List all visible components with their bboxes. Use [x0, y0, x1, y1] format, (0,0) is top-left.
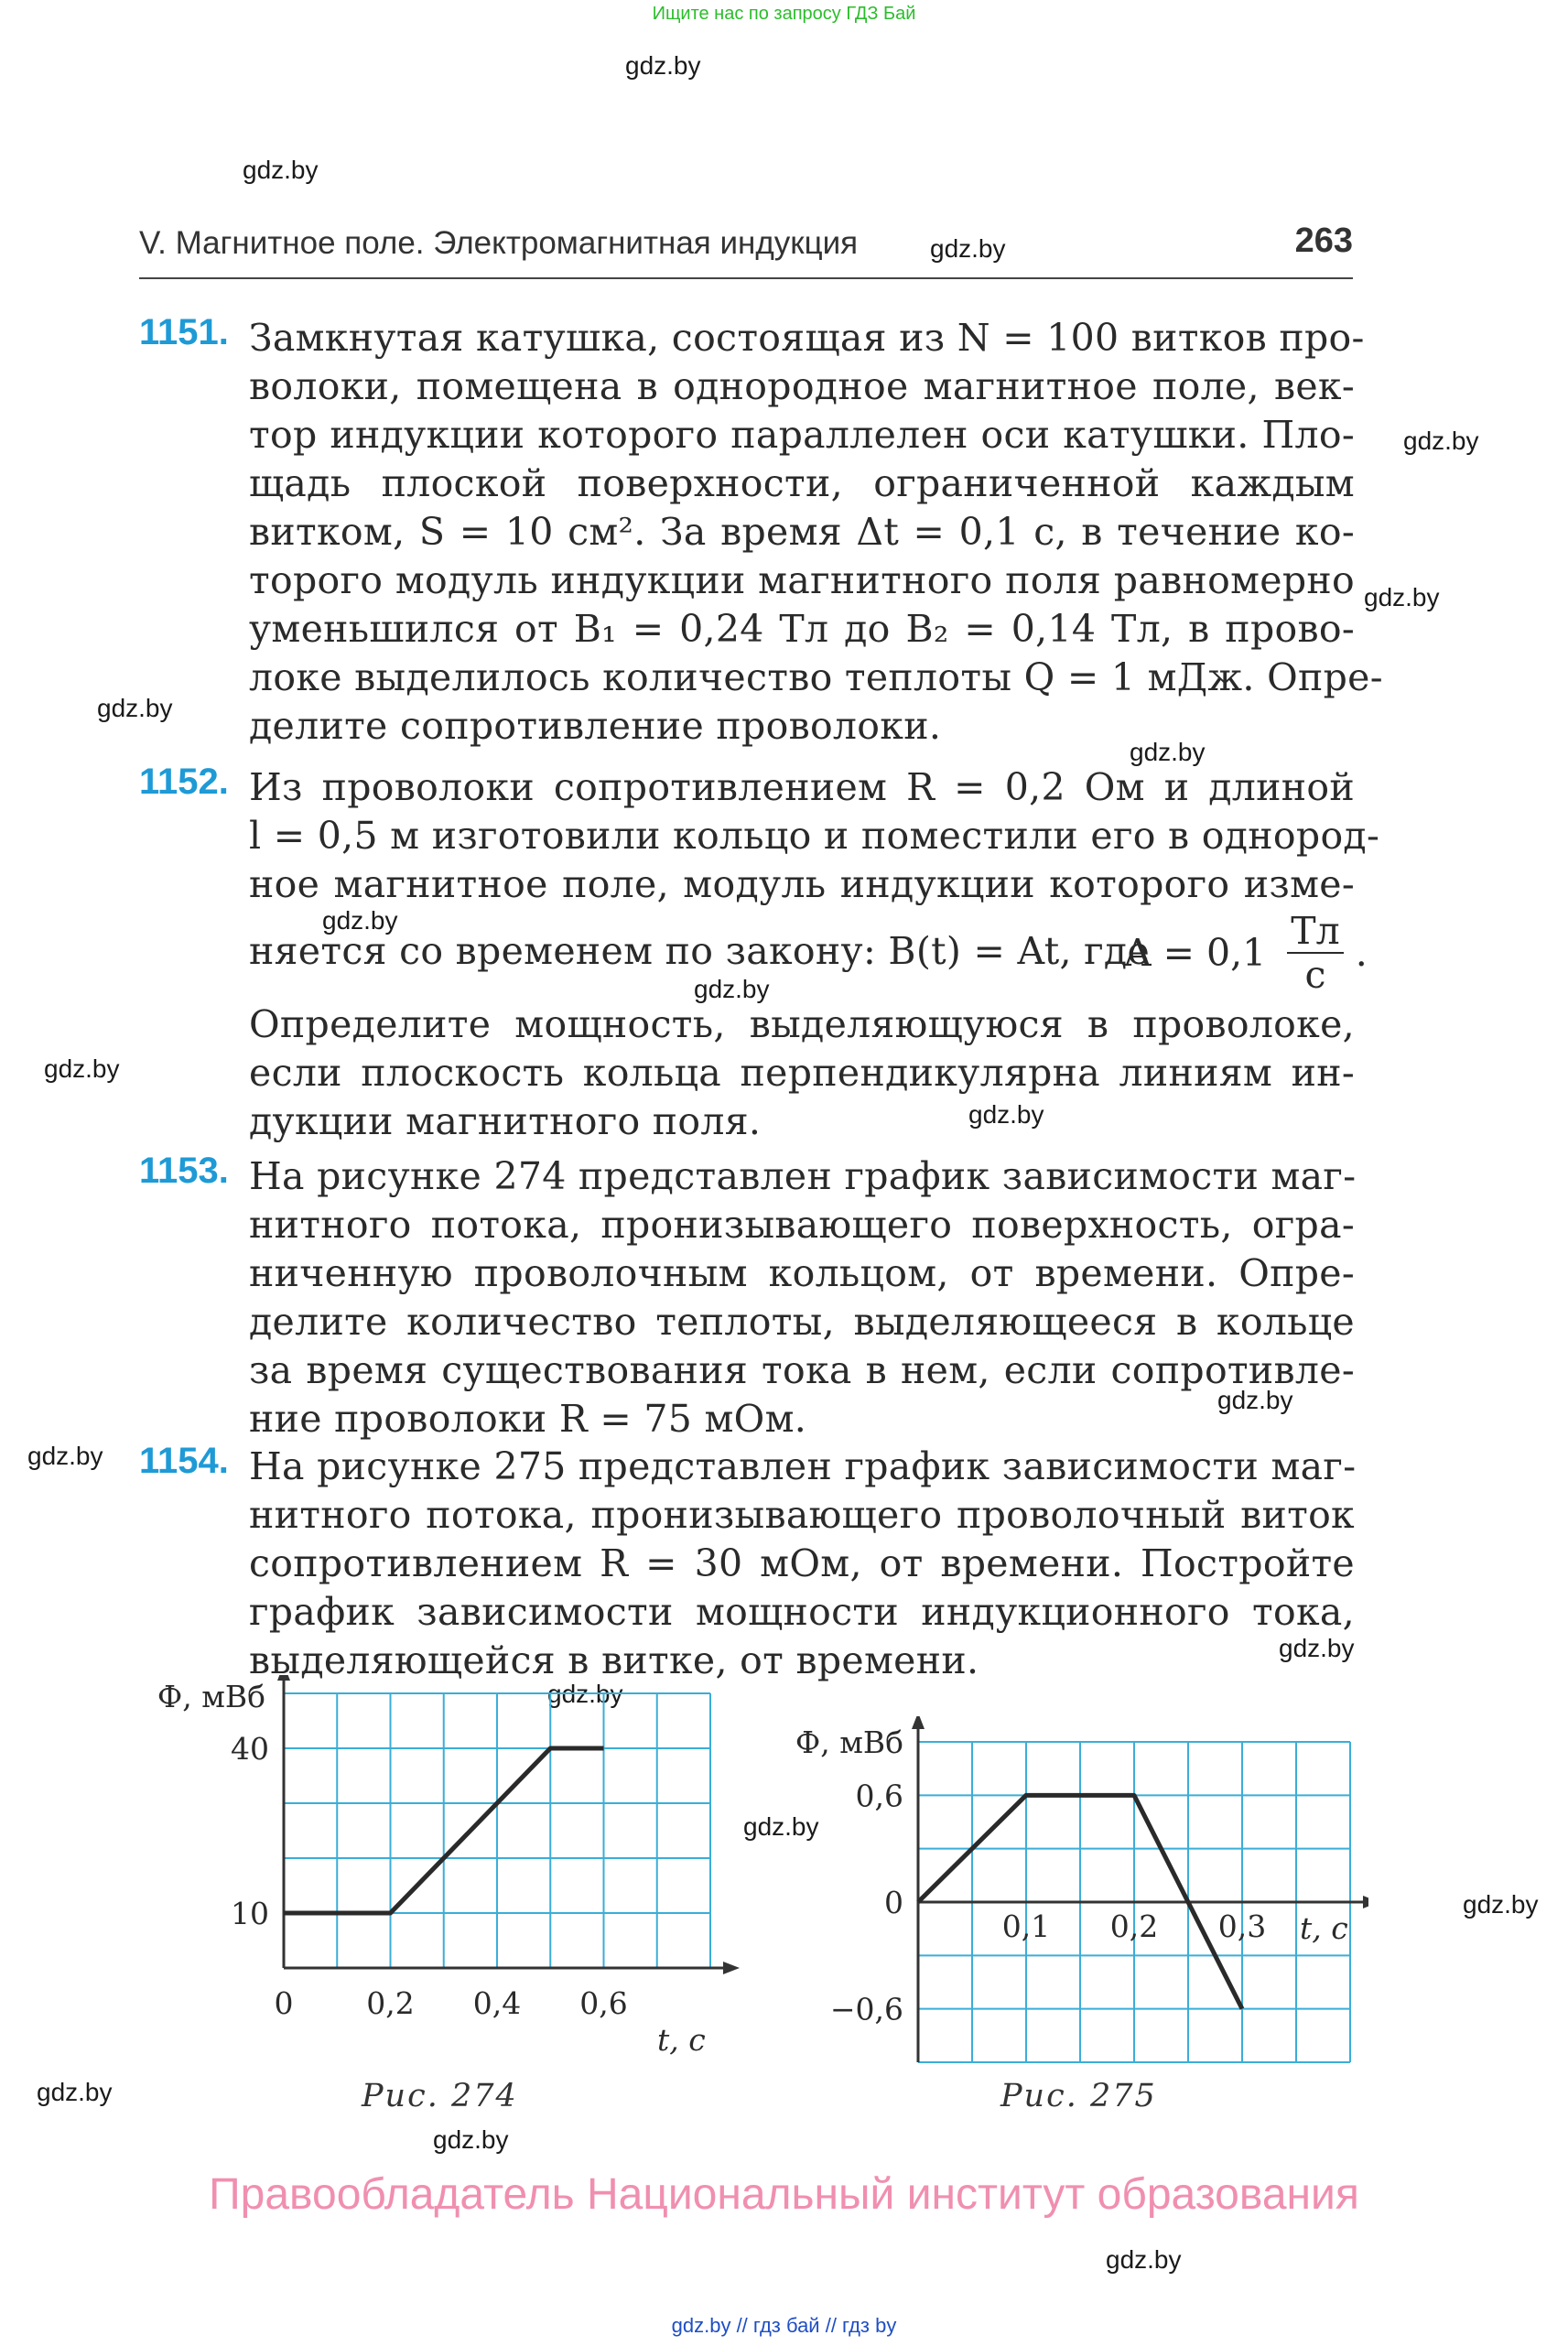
x-tick-label: 0,3 — [1217, 1908, 1267, 1944]
figure-274-caption: Рис. 274 — [362, 2078, 518, 2114]
problem-text-line: Из проволоки сопротивлением R = 0,2 Ом и длиной — [249, 765, 1355, 809]
watermark: gdz.by — [322, 906, 398, 935]
problem-text-line: делите количество теплоты, выделяющееся в кольце — [249, 1300, 1355, 1344]
x-tick-label: 0 — [274, 1985, 294, 2021]
problem-text-line: На рисунке 275 представлен график зависимости маг- — [249, 1444, 1357, 1488]
problem-text-line: щадь плоской поверхности, ограниченной каждым — [249, 461, 1355, 505]
watermark: gdz.by — [1130, 738, 1206, 766]
watermark: gdz.by — [1217, 1386, 1293, 1414]
problem-text-line: нитного потока, пронизывающего поверхность, огра- — [249, 1203, 1355, 1247]
formula — [1124, 910, 1368, 996]
problem-number: 1152. — [139, 762, 229, 802]
watermark: gdz.by — [433, 2125, 509, 2154]
problem-text-line: Замкнутая катушка, состоящая из N = 100 витков про- — [249, 316, 1365, 360]
x-axis-arrow — [723, 1962, 740, 1974]
problem-text-line: l = 0,5 м изготовили кольцо и поместили его в однород- — [249, 814, 1380, 858]
problem-text-line: ние проволоки R = 75 мОм. — [249, 1397, 807, 1441]
watermark: gdz.by — [1106, 2245, 1182, 2274]
x-axis-label: t, с — [1300, 1910, 1348, 1946]
watermark: gdz.by — [625, 51, 701, 80]
problem-text-line: если плоскость кольца перпендикулярна линиям ин- — [249, 1051, 1355, 1095]
problem-text-line: Определите мощность, выделяющуюся в проволоке, — [249, 1002, 1355, 1046]
y-tick-label: 0,6 — [855, 1778, 903, 1814]
y-tick-label: 40 — [231, 1731, 269, 1767]
page-number: 263 — [1294, 222, 1353, 260]
problem-text-line: няется со временем по закону: B(t) = At, где — [249, 929, 1151, 973]
watermark: gdz.by — [243, 156, 319, 184]
figure-275-caption: Рис. 275 — [1000, 2078, 1157, 2114]
x-tick-label: 0,2 — [366, 1985, 415, 2021]
watermark: gdz.by — [1403, 427, 1479, 455]
header-divider — [139, 277, 1353, 279]
watermark: gdz.by — [694, 975, 770, 1003]
x-axis-label: t, с — [657, 2022, 706, 2058]
problem-text-line: уменьшился от B₁ = 0,24 Тл до B₂ = 0,14 Тл, в прово- — [249, 607, 1355, 651]
problem-text-line: выделяющейся в витке, от времени. — [249, 1638, 979, 1682]
y-tick-label: 0 — [884, 1885, 903, 1920]
x-tick-label: 0,2 — [1109, 1908, 1159, 1944]
x-tick-label: 0,1 — [1001, 1908, 1051, 1944]
problem-text-line: ное магнитное поле, модуль индукции которого изме- — [249, 862, 1355, 906]
search-hint: Ищите нас по запросу ГДЗ Бай — [652, 4, 916, 24]
y-axis-arrow — [277, 1675, 290, 1681]
problem-text-line: волоки, помещена в однородное магнитное поле, век- — [249, 364, 1355, 408]
formula-fraction — [1287, 910, 1343, 996]
y-axis-arrow — [912, 1716, 925, 1729]
x-axis-arrow — [1363, 1896, 1368, 1908]
chapter-title: V. Магнитное поле. Электромагнитная индукция — [139, 225, 859, 261]
problem-text-line: витком, S = 10 см². За время Δt = 0,1 с, в течение ко- — [249, 510, 1355, 554]
problem-text-line: дукции магнитного поля. — [249, 1099, 762, 1143]
watermark: gdz.by — [1279, 1634, 1355, 1662]
problem-text-line: На рисунке 274 представлен график зависимости маг- — [249, 1154, 1357, 1198]
figure-274-chart — [128, 1675, 751, 2078]
problem-text-line: сопротивлением R = 30 мОм, от времени. Постройте — [249, 1541, 1355, 1585]
problem-number: 1154. — [139, 1441, 229, 1481]
watermark: gdz.by — [930, 234, 1006, 263]
problem-text-line: ниченную проволочным кольцом, от времени. Опре- — [249, 1251, 1355, 1295]
formula-tail: . — [1355, 931, 1368, 975]
y-axis-label: Ф, мВб — [795, 1724, 903, 1760]
watermark: gdz.by — [44, 1054, 120, 1083]
formula-numerator: Тл — [1287, 910, 1343, 954]
y-tick-label: −0,6 — [829, 1991, 903, 2027]
problem-text-line: делите сопротивление проволоки. — [249, 704, 942, 748]
watermark: gdz.by — [968, 1100, 1044, 1129]
watermark: gdz.by — [27, 1442, 103, 1470]
problem-number: 1151. — [139, 312, 229, 352]
watermark: gdz.by — [97, 694, 173, 722]
formula-denominator: с — [1304, 953, 1326, 997]
x-tick-label: 0,6 — [579, 1985, 628, 2021]
copyright-footer: Правообладатель Национальный институт образования — [209, 2170, 1359, 2219]
problem-text-line: торого модуль индукции магнитного поля равномерно — [249, 558, 1355, 602]
y-tick-label: 10 — [231, 1896, 269, 1931]
problem-number: 1153. — [139, 1151, 229, 1191]
problem-text-line: за время существования тока в нем, если сопротивле- — [249, 1348, 1355, 1392]
watermark: gdz.by — [547, 1680, 623, 1708]
problem-text-line: график зависимости мощности индукционного тока, — [249, 1590, 1355, 1634]
figure-275-chart — [764, 1716, 1368, 2082]
watermark: gdz.by — [1463, 1890, 1539, 1919]
problem-text-line: нитного потока, пронизывающего проволочный виток — [249, 1493, 1355, 1537]
bottom-links: gdz.by // гдз бай // гдз by — [671, 2314, 897, 2337]
watermark: gdz.by — [37, 2078, 113, 2106]
problem-text-line: локе выделилось количество теплоты Q = 1 мДж. Опре- — [249, 655, 1383, 699]
watermark: gdz.by — [1364, 583, 1440, 611]
formula-lhs: A = 0,1 — [1124, 931, 1267, 975]
watermark: gdz.by — [743, 1812, 819, 1841]
x-tick-label: 0,4 — [472, 1985, 522, 2021]
y-axis-label: Ф, мВб — [157, 1679, 265, 1714]
problem-text-line: тор индукции которого параллелен оси катушки. Пло- — [249, 413, 1355, 457]
